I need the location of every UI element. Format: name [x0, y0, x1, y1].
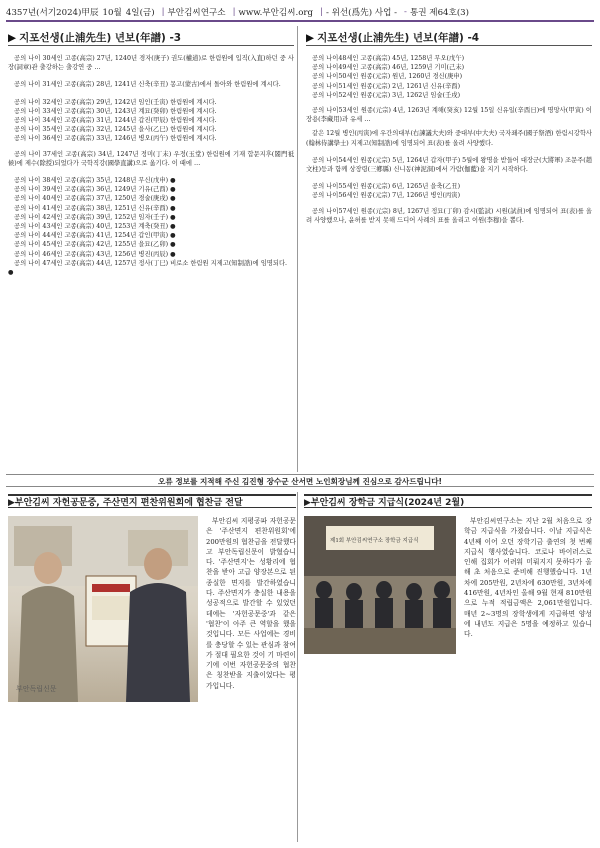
article-title: ▶부안김씨 장학금 지급식(2024년 2월)	[304, 494, 592, 508]
list-item: 공의 나이 38세인 고종(高宗) 35년, 1248년 무신(戊申) ●	[14, 177, 176, 185]
yearly-list	[306, 54, 592, 100]
issue-date-label: 4357년(서기2024)甲辰	[6, 8, 99, 18]
correction-notice: 오류 정보를 지적해 주신 김진형 장수군 산서면 노인회장님께 진심으로 감사드립니다!	[6, 474, 594, 487]
yearly-list	[306, 182, 592, 200]
photo-caption: 부안독립신문	[16, 685, 57, 693]
site-link[interactable]: www.부안김씨.org	[238, 8, 314, 18]
list-item: 공의 나이48세인 고종(高宗) 45년, 1258년 무오(戊午)	[312, 55, 465, 62]
column-divider	[297, 492, 298, 842]
article-text: 부안김씨연구소는 지난 2월 처음으로 장학금 지급식을 가졌습니다. 이날 지급식은 4년째 이어 오던 장학기금 출연의 첫 번째 지급식 행사였습니다. 코로나 바이러스로 인해 집회가 어려워 미뤄지지 못하다가 올해 초 처음으로 준비해 진행했습니다. 1년차에 205만원, 2년차에 630만원, 3년차에 416만원, 4년차인 올해 9월 현재 810만원으로 누적 적립금액은 2,061만원입니다. 매년 2~3명의 장학생에게 지급하면 양성에 내년도 지급은 5명을 예정하고 있습니다.	[464, 517, 592, 639]
paragraph: 공의 나이57세인 원종(元宗) 8년, 1267년 정묘(丁卯) 감시(監試) 시원(試員)에 임명되어 표(表)를 올려 사양했으나, 윤허를 받지 못해 드디어 사례의 표를 올리고 이원(李穆)을 뽑다.	[306, 207, 592, 224]
paragraph: 공의 나이 31세인 고종(高宗) 28년, 1241년 신축(辛丑) 몽고(蒙古)에서 돌아와 한림원에 계시다.	[14, 81, 281, 89]
issue-day: 4일(금)	[125, 8, 155, 18]
list-item: 공의 나이 40세인 고종(高宗) 37년, 1250년 경술(庚戌) ●	[14, 195, 176, 203]
list-item: 공의 나이 46세인 고종(高宗) 43년, 1256년 병진(丙辰) ●	[14, 250, 176, 258]
paragraph: 공의 나이 30세인 고종(高宗) 27년, 1240년 경자(庚子) 권도(權道)로 한림원에 입직(入直)하던 중 사장(詞章)관 출강하는 출강연 중 …	[8, 55, 294, 72]
donation-photo-illustration	[8, 516, 198, 702]
list-item: 공의 나이 47세인 고종(高宗) 44년, 1257년 정사(丁巳) 비로소 한림원 지제고(知制誥)에 임명되다. ●	[8, 259, 288, 277]
triangle-icon: ▶	[8, 32, 17, 44]
paragraph: 공의 나이53세인 원종(元宗) 4년, 1263년 계해(癸亥) 12월 15일 신유일(辛酉日)에 명망사(甲寅) 이장용(李藏用)과 유세 …	[306, 107, 592, 124]
list-item: 공의 나이 36세인 고종(高宗) 33년, 1246년 병오(丙午) 한림원에 계시다.	[14, 135, 217, 143]
list-item: 공의 나이 43세인 고종(高宗) 40년, 1253년 계축(癸丑) ●	[14, 223, 176, 231]
right-column	[306, 30, 592, 227]
paragraph: 공의 나이 37세인 고종(高宗) 34년, 1247년 정미(丁未) 우정(玉堂) 한림원에 기재 합문지후(閤門祗候)에 제수(除授)되었다가 국학직강(國學直講)으로 옮기다. 이 때에 …	[8, 150, 294, 167]
list-item: 공의 나이55세인 원종(元宗) 6년, 1265년 을축(乙丑)	[312, 183, 461, 191]
newspaper-header	[6, 4, 594, 22]
list-item: 공의 나이 45세인 고종(高宗) 42년, 1255년 을묘(乙卯) ●	[14, 241, 176, 249]
divider: -	[404, 7, 407, 17]
list-item: 공의 나이 35세인 고종(高宗) 32년, 1245년 을사(乙巳) 한림원에 계시다.	[14, 126, 217, 134]
paragraph: 같은 12월 병인(丙寅)에 우간의대부(右諫議大夫)와 중대부(中大夫) 국자좨주(國子祭酒) 한림시강학사(翰林侍講學士) 지제고(知制誥)에 임명되어 표(表)를 올려 사양했다.	[306, 130, 592, 147]
article-donation	[8, 494, 296, 706]
banner-text: 제1회 부안김씨연구소 장학금 지급식	[330, 538, 419, 544]
section-title-text: 지포선생(止浦先生) 년보(年譜) -4	[317, 32, 480, 44]
paragraph: 공의 나이54세인 원종(元宗) 5년, 1264년 갑자(甲子) 5월에 왕명을 받들어 대장군(大將軍) 조문주(趙文柱)등과 함께 상장령(三鄕縣) 신니동(神泥洞)에서 가람(伽藍)을 지기 시작하다.	[306, 156, 592, 174]
donation-photo	[8, 516, 198, 702]
org-name: 부안김씨연구소	[167, 8, 226, 18]
issue-month: 10월	[102, 8, 122, 18]
motto: - 위선(爲先) 사업 -	[325, 8, 398, 18]
scholarship-photo	[304, 516, 456, 654]
list-item: 공의 나이 33세인 고종(高宗) 30년, 1243년 계묘(癸卯) 한림원에 계시다.	[14, 107, 217, 115]
section-title	[306, 30, 592, 46]
article-title: ▶부안김씨 자헌공문중, 주산면지 편찬위원회에 협찬금 전달	[8, 494, 296, 508]
list-item: 공의 나이 44세인 고종(高宗) 41년, 1254년 갑인(甲寅) ●	[14, 232, 176, 240]
list-item: 공의 나이 39세인 고종(高宗) 36년, 1249년 기유(己酉) ●	[14, 186, 176, 194]
issue-number: 통권 제64호(3)	[409, 8, 469, 18]
divider: |	[320, 7, 323, 17]
article-text: 부안김씨 지평공파 자헌공문은 '주산면지 편찬위원회'에 200만원의 협찬금을 전달했다고 부안독립신문이 밝혔습니다. '주산면지'는 성황리에 협찬을 받아 고급 양장본으로 된 종실한 면지를 발간하였습니다. 주산면지가 충실한 내용을 성공적으로 발간할 수 있었던 데에는 '자헌공문중'과 같은 '협찬'이 아주 큰 역할을 했을 것입니다. 모든 사업에는 경비를 충당할 수 있는 관심과 참여가 절대 필요한 것이 기 마련이기에 이번 자헌공문중의 협찬은 칭찬받을 지출이었다는 평가입니다.	[206, 517, 296, 690]
yearly-list	[8, 176, 294, 277]
section-title	[8, 30, 294, 46]
list-item: 공의 나이 34세인 고종(高宗) 31년, 1244년 갑진(甲辰) 한림원에 계시다.	[14, 117, 217, 125]
list-item: 공의 나이 32세인 고종(高宗) 29년, 1242년 임인(壬寅) 한림원에 계시다.	[14, 98, 217, 106]
yearly-list	[8, 98, 294, 144]
triangle-icon: ▶	[306, 32, 315, 44]
column-divider	[297, 26, 298, 472]
list-item: 공의 나이 41세인 고종(高宗) 38년, 1251년 신유(辛酉) ●	[14, 204, 176, 212]
list-item: 공의 나이56세인 원종(元宗) 7년, 1266년 병인(丙寅)	[312, 192, 461, 200]
list-item: 공의 나이 42세인 고종(高宗) 39년, 1252년 임자(壬子) ●	[14, 213, 176, 221]
list-item: 공의 나이50세인 원종(元宗) 원년, 1260년 경신(庚申)	[312, 73, 463, 81]
list-item: 공의 나이49세인 고종(高宗) 46년, 1259년 기미(己未)	[312, 64, 465, 72]
section-title-text: 지포선생(止浦先生) 년보(年譜) -3	[19, 32, 182, 44]
divider: |	[232, 7, 236, 17]
left-column	[8, 30, 294, 277]
list-item: 공의 나이52세인 원종(元宗) 3년, 1262년 임술(壬戌)	[312, 91, 461, 99]
list-item: 공의 나이51세인 원종(元宗) 2년, 1261년 신유(辛酉)	[312, 82, 461, 90]
divider: |	[161, 7, 165, 17]
article-scholarship	[304, 494, 592, 658]
